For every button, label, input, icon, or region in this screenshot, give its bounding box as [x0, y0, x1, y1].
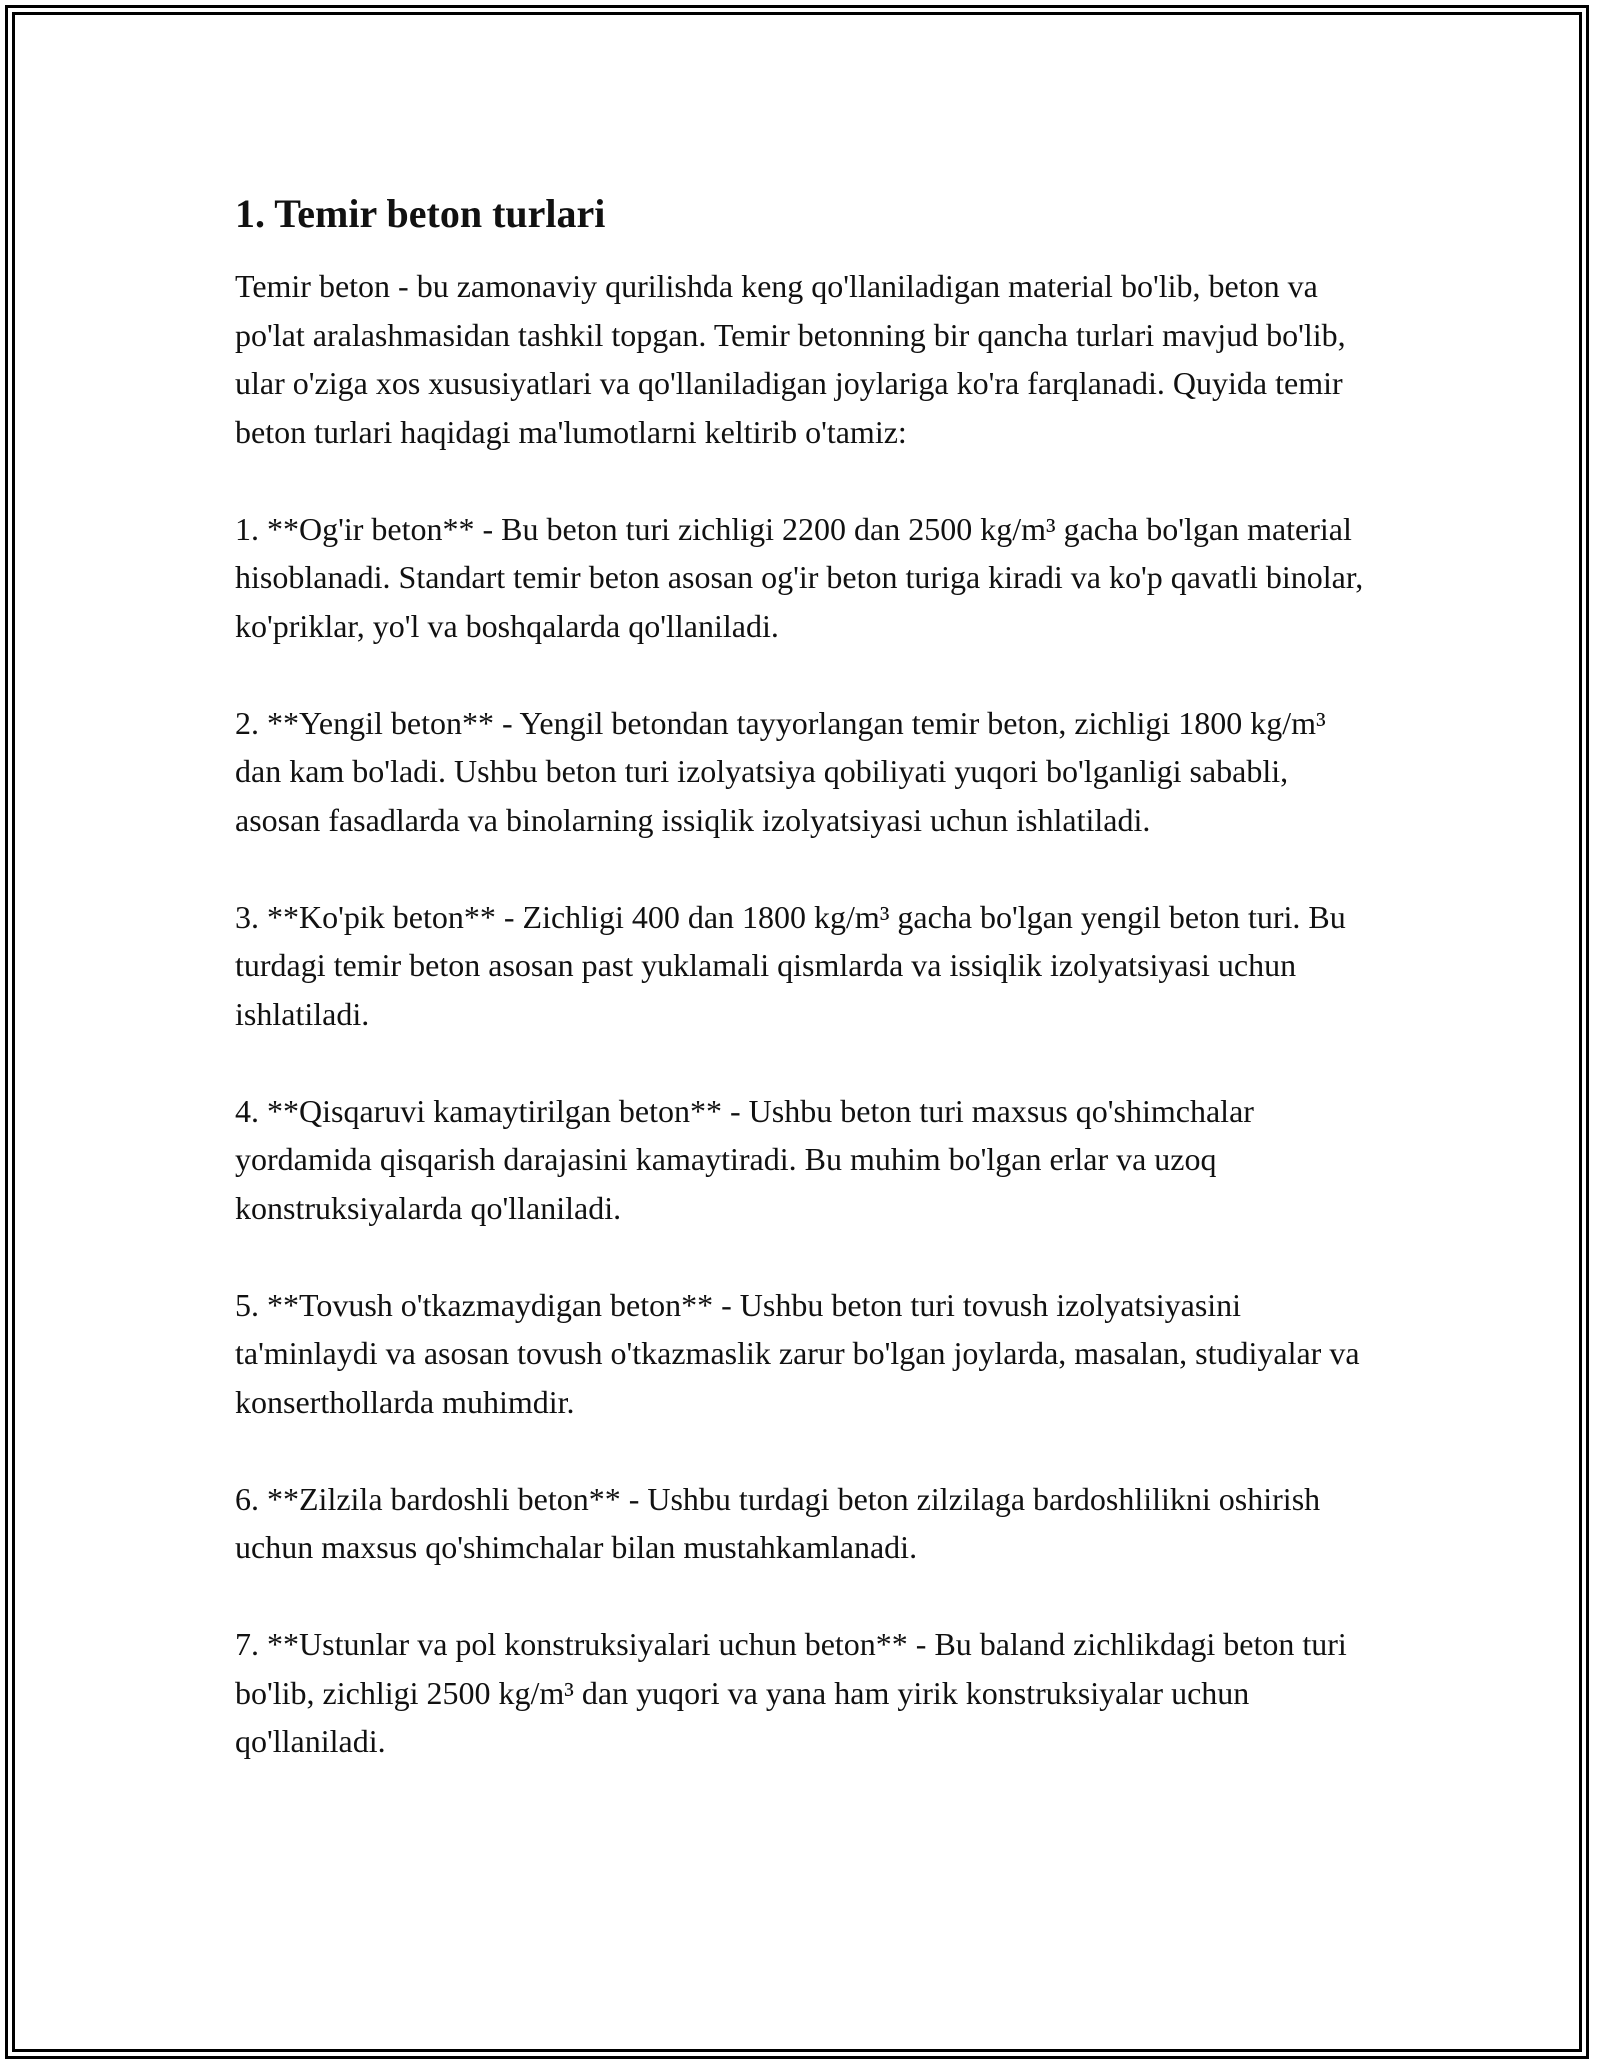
section-heading: 1. Temir beton turlari: [235, 191, 606, 236]
list-item-foam-concrete: 3. **Ko'pik beton** - Zichligi 400 dan 1800 kg/m³ gacha bo'lgan yengil beton turi. Bu turdagi temir beton asosan past yuklamali qismlarda va issiqlik izolyatsiyasi uchun ishlatiladi.: [235, 898, 1346, 1032]
list-item-heavy-concrete: 1. **Og'ir beton** - Bu beton turi zichligi 2200 dan 2500 kg/m³ gacha bo'lgan material hisoblanadi. Standart temir beton asosan og'ir beton turiga kiradi va ko'p qavatli binolar, ko'priklar, yo'l va boshqalarda qo'llaniladi.: [235, 510, 1364, 644]
list-item-soundproof-concrete: 5. **Tovush o'tkazmaydigan beton** - Ushbu beton turi tovush izolyatsiyasini ta'minlaydi va asosan tovush o'tkazmaslik zarur bo'lgan joylarda, masalan, studiyalar va konserthollarda muhimdir.: [235, 1286, 1360, 1420]
list-item-column-floor-concrete: 7. **Ustunlar va pol konstruksiyalari uchun beton** - Bu baland zichlikdagi beton turi bo'lib, zichligi 2500 kg/m³ dan yuqori va yana ham yirik konstruksiyalar uchun qo'llaniladi.: [235, 1626, 1347, 1759]
list-item-shrinkage-reduced-concrete: 4. **Qisqaruvi kamaytirilgan beton** - Ushbu beton turi maxsus qo'shimchalar yordamida qisqarish darajasini kamaytiradi. Bu muhim bo'lgan erlar va uzoq konstruksiyalarda qo'llaniladi.: [235, 1092, 1254, 1226]
intro-paragraph: Temir beton - bu zamonaviy qurilishda keng qo'llaniladigan material bo'lib, beton va po'lat aralashmasidan tashkil topgan. Temir betonning bir qancha turlari mavjud bo'lib, ular o'ziga xos xususiyatlari va qo'llaniladigan joylariga ko'ra farqlanadi. Quyida temir beton turlari haqidagi ma'lumotlarni keltirib o'tamiz:: [235, 268, 1346, 450]
list-item-light-concrete: 2. **Yengil beton** - Yengil betondan tayyorlangan temir beton, zichligi 1800 kg/m³ dan kam bo'ladi. Ushbu beton turi izolyatsiya qobiliyati yuqori bo'lganligi sababli, asosan fasadlarda va binolarning issiqlik izolyatsiyasi uchun ishlatiladi.: [235, 704, 1326, 838]
document-body: [235, 186, 1375, 1814]
list-item-earthquake-resistant-concrete: 6. **Zilzila bardoshli beton** - Ushbu turdagi beton zilzilaga bardoshlilikni oshirish uchun maxsus qo'shimchalar bilan mustahkamlanadi.: [235, 1480, 1321, 1565]
